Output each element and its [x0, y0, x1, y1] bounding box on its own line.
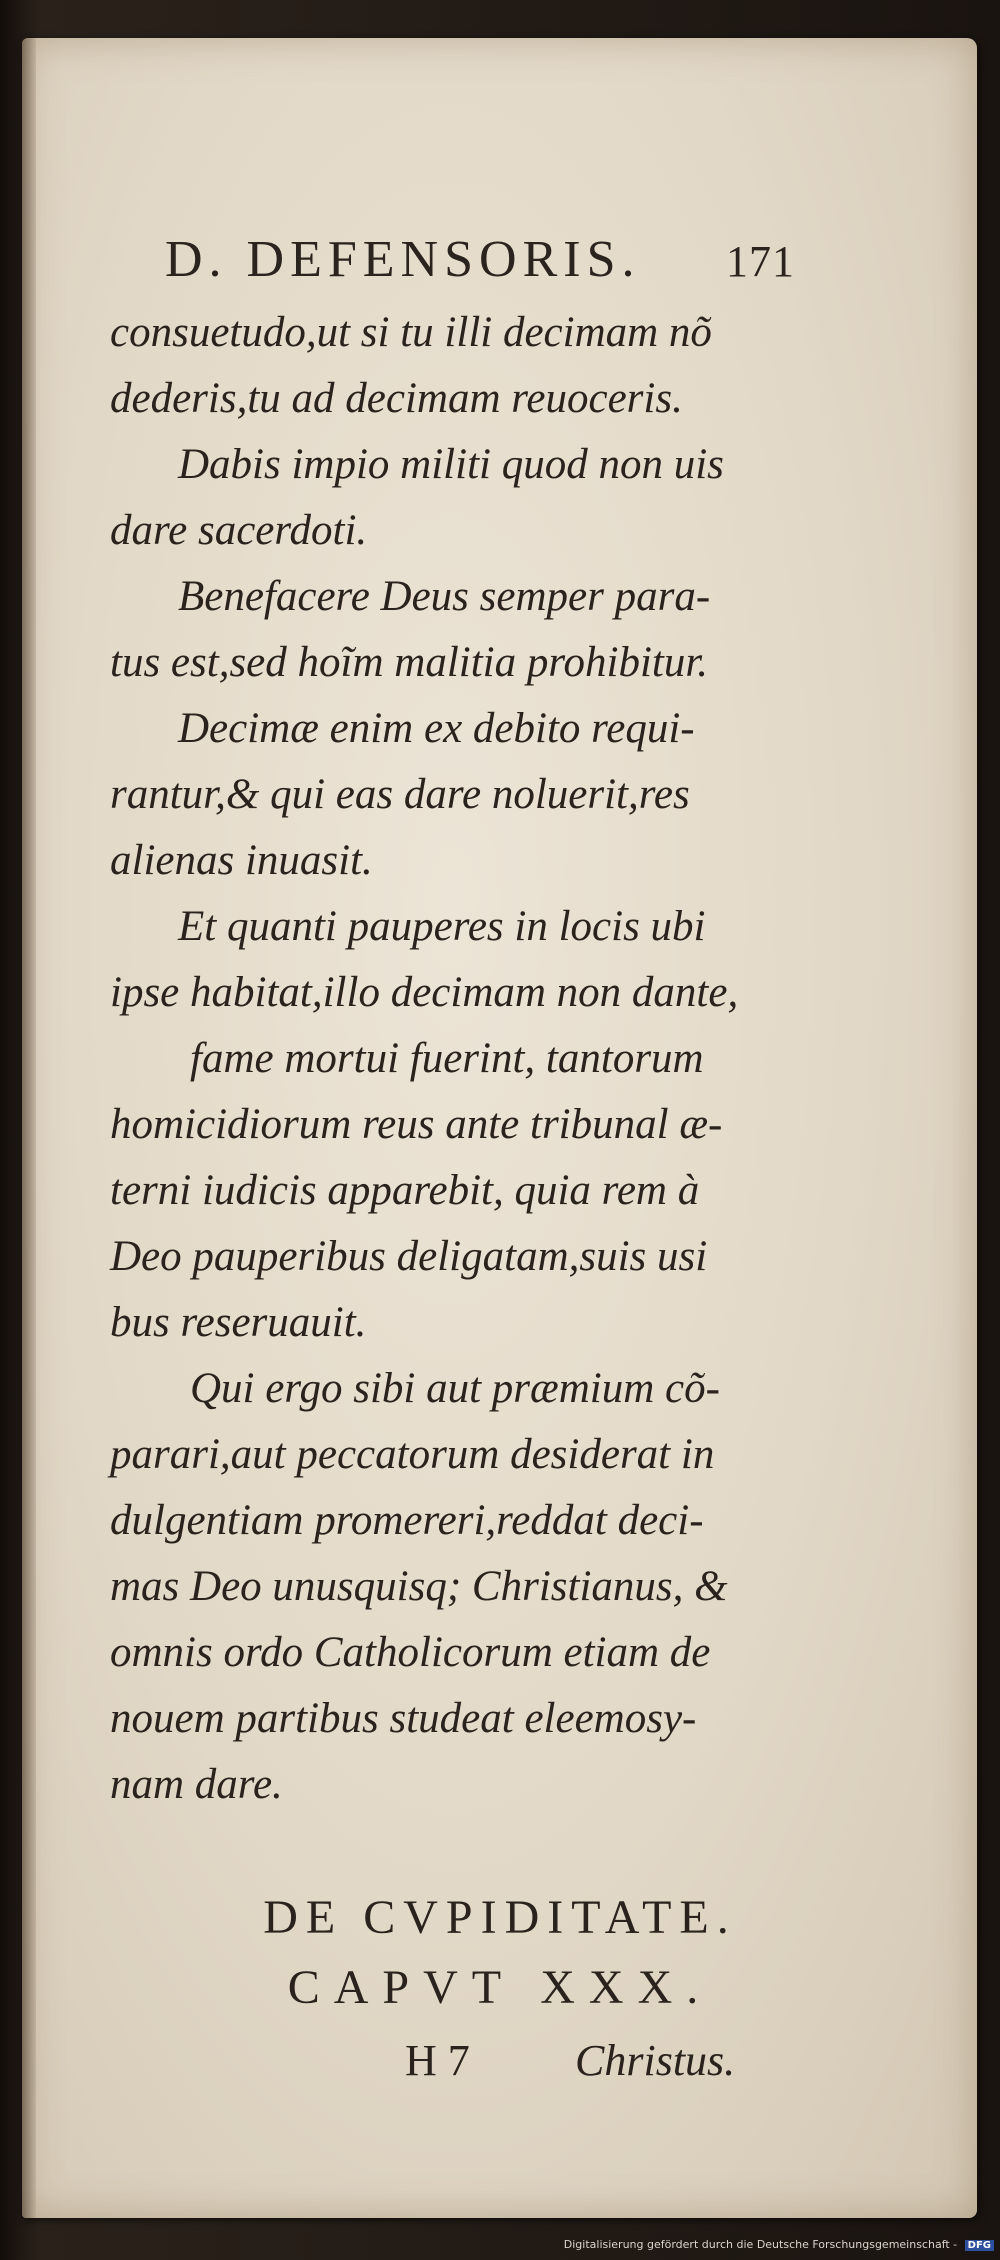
text-line: Qui ergo sibi aut præmium cõ- [190, 1365, 720, 1412]
text-line: Dabis impio militi quod non uis [178, 441, 724, 488]
text-line: Et quanti pauperes in locis ubi [178, 903, 706, 950]
page-number: 171 [726, 237, 795, 286]
text-line: consuetudo,ut si tu illi decimam nõ [110, 309, 712, 356]
text-line: omnis ordo Catholicorum etiam de [110, 1629, 711, 1676]
section-heading: DE CVPIDITATE. [263, 1891, 737, 1944]
text-line: tus est,sed hoĩm malitia prohibitur. [110, 639, 709, 686]
text-line: dederis,tu ad decimam reuoceris. [110, 375, 683, 422]
dfg-logo-icon: DFG [965, 2240, 994, 2251]
text-line: nam dare. [110, 1761, 283, 1808]
text-line: nouem partibus studeat eleemosy- [110, 1695, 697, 1742]
text-line: fame mortui fuerint, tantorum [190, 1035, 704, 1082]
text-line: Decimæ enim ex debito requi- [178, 705, 695, 752]
text-line: bus reseruauit. [110, 1299, 367, 1346]
running-title: D. DEFENSORIS. [165, 231, 641, 288]
text-line: dare sacerdoti. [110, 507, 368, 554]
body-text [110, 300, 800, 1818]
text-line: rantur,& qui eas dare noluerit,res [110, 771, 690, 818]
text-line: dulgentiam promereri,reddat deci- [110, 1497, 704, 1544]
signature-mark: H 7 [405, 2036, 470, 2085]
text-line: Deo pauperibus deligatam,suis usi [110, 1233, 708, 1280]
text-line: alienas inuasit. [110, 837, 373, 884]
catchword: Christus. [575, 2036, 736, 2085]
running-header [165, 230, 795, 300]
text-line: homicidiorum reus ante tribunal æ- [110, 1101, 723, 1148]
text-line: mas Deo unusquisq; Christianus, & [110, 1563, 728, 1610]
text-line: Benefacere Deus semper para- [178, 573, 711, 620]
credit-text: Digitalisierung gefördert durch die Deutsche Forschungsgemeinschaft - [563, 2238, 958, 2251]
text-line: ipse habitat,illo decimam non dante, [110, 969, 739, 1016]
chapter-heading: CAPVT XXX. [287, 1961, 713, 2014]
digitization-credit [564, 2238, 994, 2256]
text-line: terni iudicis apparebit, quia rem à [110, 1167, 700, 1214]
text-line: parari,aut peccatorum desiderat in [110, 1431, 715, 1478]
